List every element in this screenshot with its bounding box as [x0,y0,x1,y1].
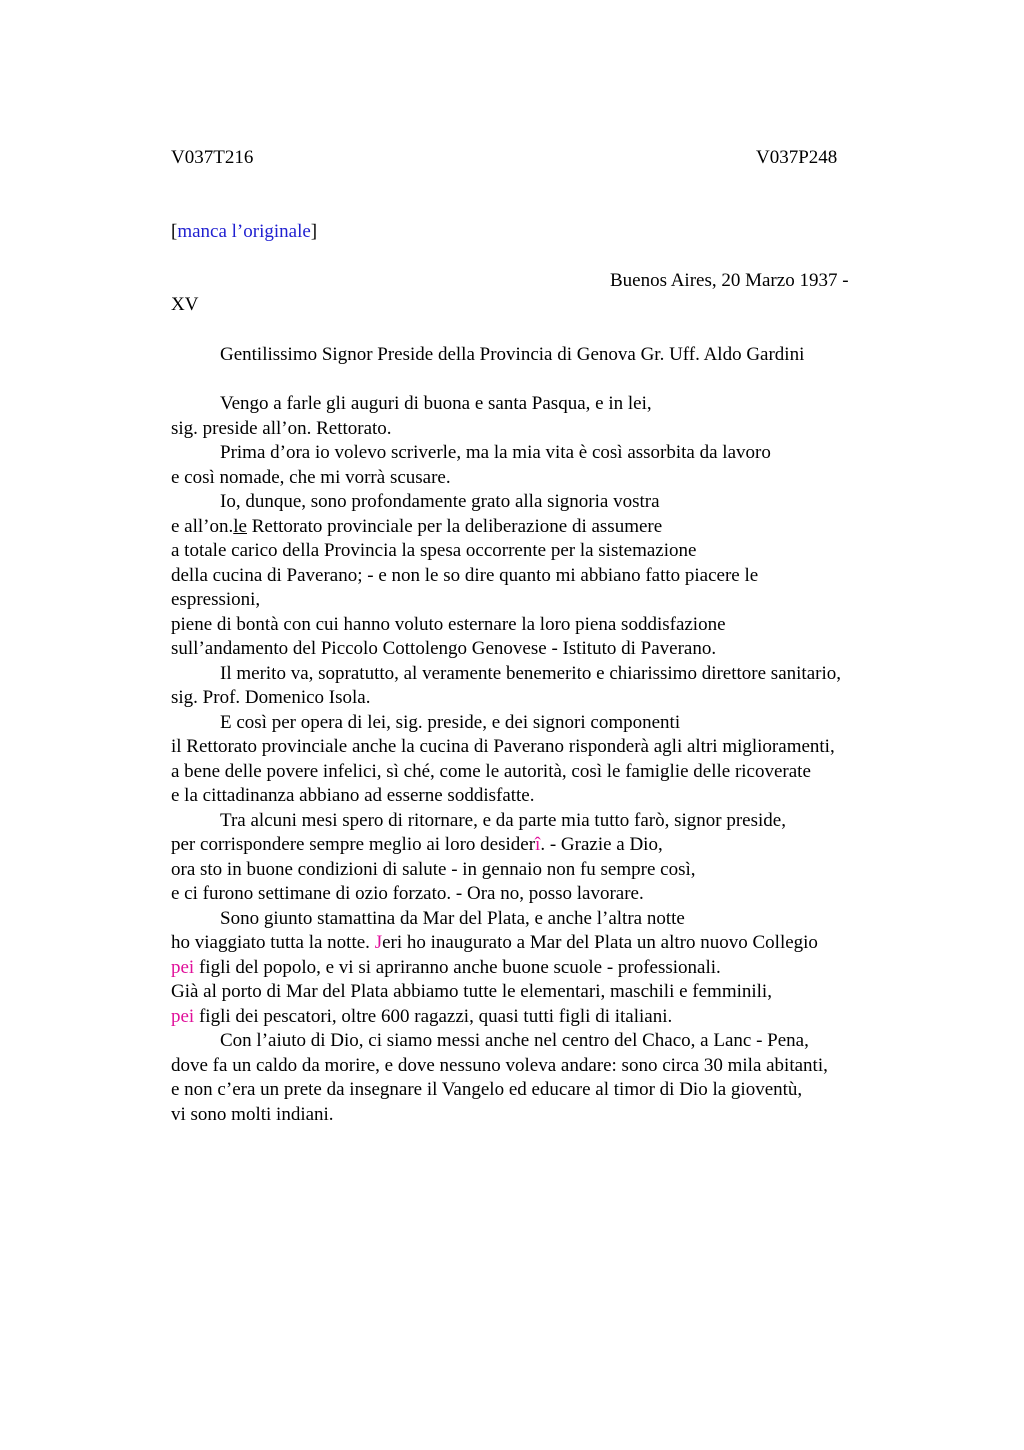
letter-line: Sono giunto stamattina da Mar del Plata, e anche l’altra notte [220,907,685,929]
note-open-bracket: [ [171,221,178,242]
letter-line: della cucina di Paverano; - e non le so dire quanto mi abbiano fatto piacere le [171,564,759,586]
letter-line: e la cittadinanza abbiano ad esserne soddisfatte. [171,785,535,806]
salutation: Gentilissimo Signor Preside della Provincia di Genova Gr. Uff. Aldo Gardini [220,344,805,365]
letter-line: ora sto in buone condizioni di salute - in gennaio non fu sempre così, [171,858,696,880]
letter-line: a bene delle povere infelici, sì ché, come le autorità, così le famiglie delle ricoverate [171,760,811,782]
editorial-correction: î [535,834,541,855]
note-text: manca l’originale [177,221,311,242]
letter-text: e all’on. [171,515,234,537]
letter-text: eri ho inaugurato a Mar del Plata un altro nuovo Collegio [382,932,818,953]
letter-line: sig. Prof. Domenico Isola. [171,687,371,708]
letter-line: Tra alcuni mesi spero di ritornare, e da parte mia tutto farò, signor preside, [220,809,786,831]
letter-line: Con l’aiuto di Dio, ci siamo messi anche nel centro del Chaco, a Lanc - Pena, [220,1030,809,1051]
letter-line: piene di bontà con cui hanno voluto esternare la loro piena soddisfazione [171,613,726,635]
note-close-bracket: ] [310,221,318,242]
letter-line: E così per opera di lei, sig. preside, e dei signori componenti [220,711,681,733]
editorial-correction: pei [171,956,195,978]
letter-line [171,515,931,540]
letter-text: figli del popolo, e vi si apriranno anche buone scuole - professionali. [194,956,721,978]
letter-line [171,833,931,858]
dateline: Buenos Aires, 20 Marzo 1937 - [610,270,849,291]
letter-line: sig. preside all’on. Rettorato. [171,417,392,439]
letter-line: e così nomade, che mi vorrà scusare. [171,466,451,488]
missing-original-note [171,220,317,244]
letter-line: Già al porto di Mar del Plata abbiamo tutte le elementari, maschili e femminili, [171,981,772,1002]
editorial-correction: J [374,932,383,953]
letter-text: per corrispondere sempre meglio ai loro desider [171,834,536,855]
underlined-abbreviation: le [233,515,247,537]
editorial-correction: pei [171,1005,195,1027]
letter-text: ho viaggiato tutta la notte. [171,932,375,953]
letter-line: espressioni, [171,589,261,610]
letter-line: Prima d’ora io volevo scriverle, ma la mia vita è così assorbita da lavoro [220,442,771,463]
header-right-code: V037P248 [756,147,838,168]
letter-line: a totale carico della Provincia la spesa occorrente per la sistemazione [171,540,697,561]
letter-line: Io, dunque, sono profondamente grato alla signoria vostra [220,491,660,512]
letter-line: il Rettorato provinciale anche la cucina di Paverano risponderà agli altri miglioramenti, [171,736,835,757]
letter-line: sull’andamento del Piccolo Cottolengo Genovese - Istituto di Paverano. [171,638,717,659]
letter-line: Vengo a farle gli auguri di buona e santa Pasqua, e in lei, [220,393,652,414]
letter-text: figli dei pescatori, oltre 600 ragazzi, quasi tutti figli di italiani. [194,1005,673,1027]
letter-line: e non c’era un prete da insegnare il Vangelo ed educare al timor di Dio la gioventù, [171,1079,803,1100]
letter-line [171,931,931,956]
header-left-code: V037T216 [171,147,254,168]
letter-line: Il merito va, sopratutto, al veramente benemerito e chiarissimo direttore sanitario, [220,662,841,684]
letter-line: vi sono molti indiani. [171,1103,334,1125]
dateline-era: XV [171,294,199,315]
letter-line [171,1005,931,1030]
letter-line: e ci furono settimane di ozio forzato. - Ora no, posso lavorare. [171,883,644,904]
letter-text: Rettorato provinciale per la deliberazione di assumere [246,515,663,537]
letter-text: . - Grazie a Dio, [540,834,663,855]
letter-body [171,392,931,1127]
letter-line [171,956,931,981]
letter-line: dove fa un caldo da morire, e dove nessuno voleva andare: sono circa 30 mila abitanti, [171,1054,828,1076]
